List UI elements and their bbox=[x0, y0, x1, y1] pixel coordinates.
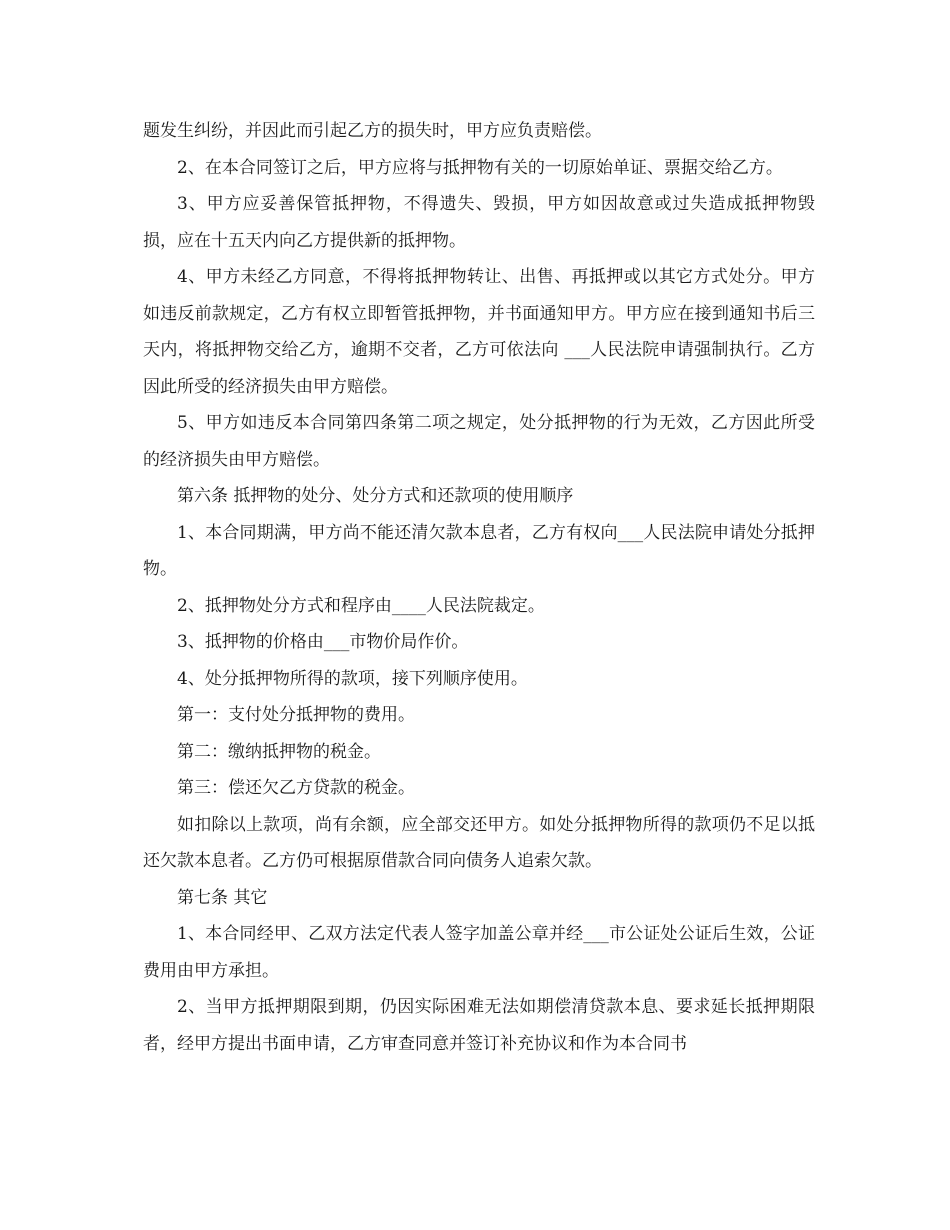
paragraph-order-second: 第二：缴纳抵押物的税金。 bbox=[177, 741, 381, 762]
paragraph-art6-item-3: 3、抵押物的价格由___市物价局作价。 bbox=[177, 632, 469, 652]
article-6-heading: 第六条 抵押物的处分、处分方式和还款项的使用顺序 bbox=[177, 486, 574, 506]
paragraph-clause-3-custody: 3、甲方应妥善保管抵押物，不得遗失、毁损，甲方如因故意或过失造成抵押物毁损，应在十五天内向乙方提供新的抵押物。 bbox=[143, 194, 815, 251]
document-body bbox=[143, 113, 815, 1062]
paragraph-remainder: 如扣除以上款项，尚有余额，应全部交还甲方。如处分抵押物所得的款项仍不足以抵还欠款本息者。乙方仍可根据原借款合同向债务人追索欠款。 bbox=[143, 814, 815, 871]
paragraph-art6-item-1: 1、本合同期满，甲方尚不能还清欠款本息者，乙方有权向___人民法院申请处分抵押物。 bbox=[143, 522, 815, 579]
paragraph-art7-item-2: 2、当甲方抵押期限到期，仍因实际困难无法如期偿清贷款本息、要求延长抵押期限者，经甲方提出书面申请，乙方审查同意并签订补充协议和作为本合同书 bbox=[143, 997, 815, 1054]
article-7-heading: 第七条 其它 bbox=[177, 887, 268, 908]
paragraph-order-first: 第一：支付处分抵押物的费用。 bbox=[177, 705, 415, 725]
paragraph-clause-4-transfer: 4、甲方未经乙方同意，不得将抵押物转让、出售、再抵押或以其它方式处分。甲方如违反前款规定，乙方有权立即暂管抵押物，并书面通知甲方。甲方应在接到通知书后三天内，将抵押物交给乙方，逾期不交者，乙方可依法向 ___人民法院申请强制执行。乙方因此所受的经济损失由甲方赔偿。 bbox=[143, 267, 815, 397]
paragraph-order-third: 第三：偿还欠乙方贷款的税金。 bbox=[177, 778, 415, 798]
paragraph-clause-5-violation: 5、甲方如违反本合同第四条第二项之规定，处分抵押物的行为无效，乙方因此所受的经济损失由甲方赔偿。 bbox=[143, 413, 815, 470]
paragraph-clause-2-originals: 2、在本合同签订之后，甲方应将与抵押物有关的一切原始单证、票据交给乙方。 bbox=[177, 157, 783, 178]
paragraph-art6-item-4: 4、处分抵押物所得的款项，接下列顺序使用。 bbox=[177, 668, 528, 689]
paragraph-art6-item-2: 2、抵押物处分方式和程序由____人民法院裁定。 bbox=[177, 595, 545, 616]
paragraph-art7-item-1: 1、本合同经甲、乙双方法定代表人签字加盖公章并经___市公证处公证后生效，公证费用由甲方承担。 bbox=[143, 924, 815, 981]
paragraph-continuation: 题发生纠纷，并因此而引起乙方的损失时，甲方应负责赔偿。 bbox=[143, 121, 602, 141]
